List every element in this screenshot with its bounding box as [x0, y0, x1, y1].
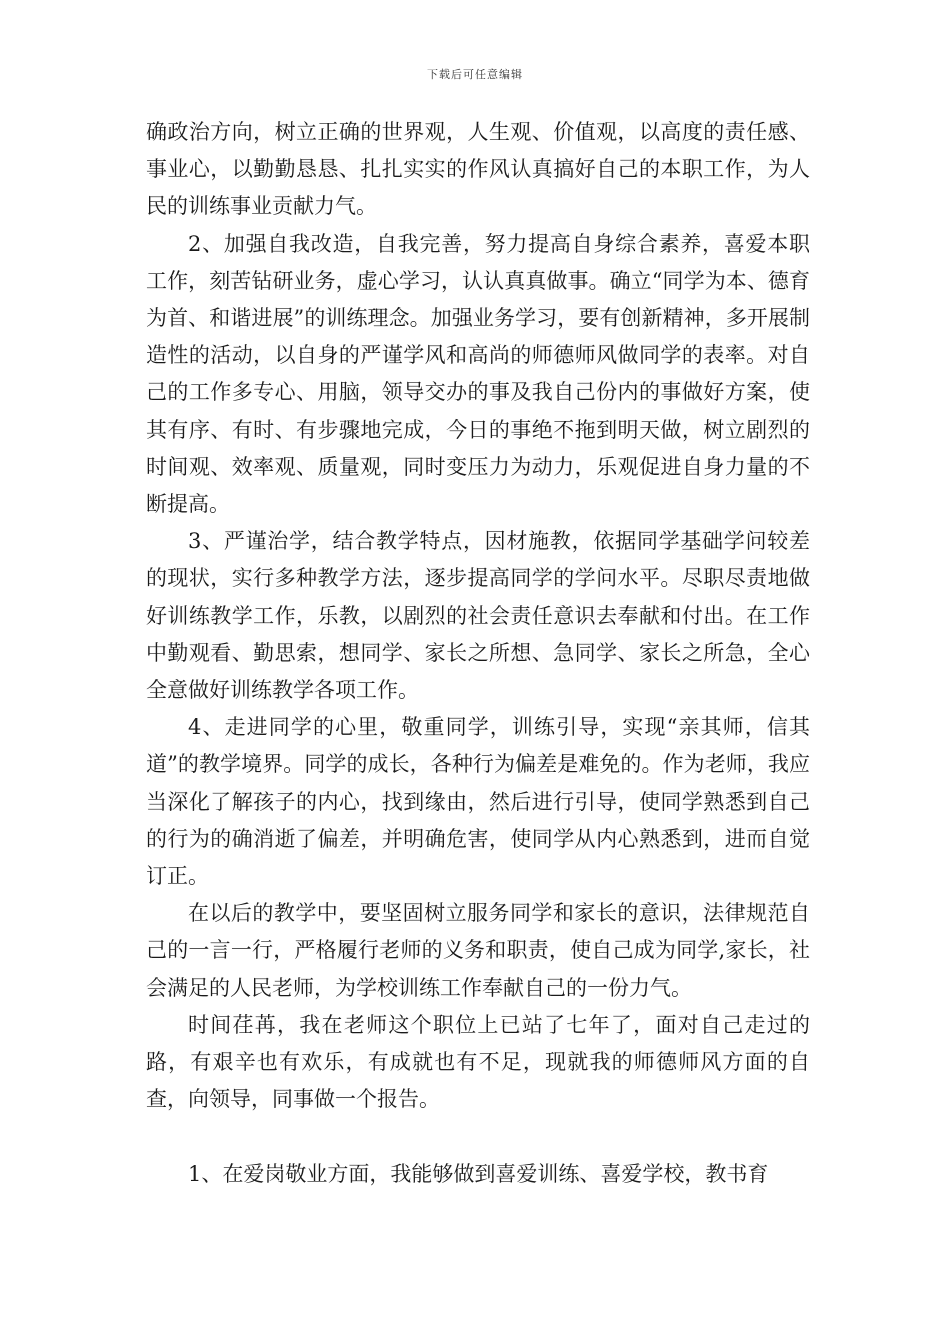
paragraph-1: 确政治方向，树立正确的世界观，人生观、价值观，以高度的责任感、事业心，以勤勤恳恳、扎扎实实的作风认真搞好自己的本职工作，为人民的训练事业贡献力气。 [146, 120, 810, 219]
blank-line [146, 1118, 810, 1155]
paragraph-6: 时间荏苒，我在老师这个职位上已站了七年了，面对自己走过的路，有艰辛也有欢乐，有成就也有不足，现就我的师德师风方面的自查，向领导，同事做一个报告。 [146, 1012, 810, 1112]
paragraph-2: 2、加强自我改造，自我完善，努力提高自身综合素养，喜爱本职工作，刻苦钻研业务，虚心学习，认认真真做事。确立“同学为本、德育为首、和谐进展”的训练理念。加强业务学习，要有创新精神，多开展制造性的活动，以自身的严谨学风和高尚的师德师风做同学的表率。对自己的工作多专心、用脑，领导交办的事及我自己份内的事做好方案，使其有序、有时、有步骤地完成，今日的事绝不拖到明天做，树立剧烈的时间观、效率观、质量观，同时变压力为动力，乐观促进自身力量的不断提高。 [146, 231, 810, 517]
paragraph-5: 在以后的教学中，要坚固树立服务同学和家长的意识，法律规范自己的一言一行，严格履行老师的义务和职责，使自己成为同学,家长，社会满足的人民老师，为学校训练工作奉献自己的一份力气。 [146, 901, 810, 1000]
document-body [146, 114, 810, 1193]
paragraph-7: 1、在爱岗敬业方面，我能够做到喜爱训练、喜爱学校，教书育 [188, 1161, 769, 1186]
paragraph-4: 4、走进同学的心里，敬重同学，训练引导，实现“亲其师，信其道”的教学境界。同学的成长，各种行为偏差是难免的。作为老师，我应当深化了解孩子的内心，找到缘由，然后进行引导，使同学熟悉到自己的行为的确消逝了偏差，并明确危害，使同学从内心熟悉到，进而自觉订正。 [146, 715, 810, 889]
page-header: 下载后可任意编辑 [427, 68, 523, 81]
paragraph-3: 3、严谨治学，结合教学特点，因材施教，依据同学基础学问较差的现状，实行多种教学方法，逐步提高同学的学问水平。尽职尽责地做好训练教学工作，乐教，以剧烈的社会责任意识去奉献和付出。在工作中勤观看、勤思索，想同学、家长之所想、急同学、家长之所急，全心全意做好训练教学各项工作。 [146, 529, 810, 703]
